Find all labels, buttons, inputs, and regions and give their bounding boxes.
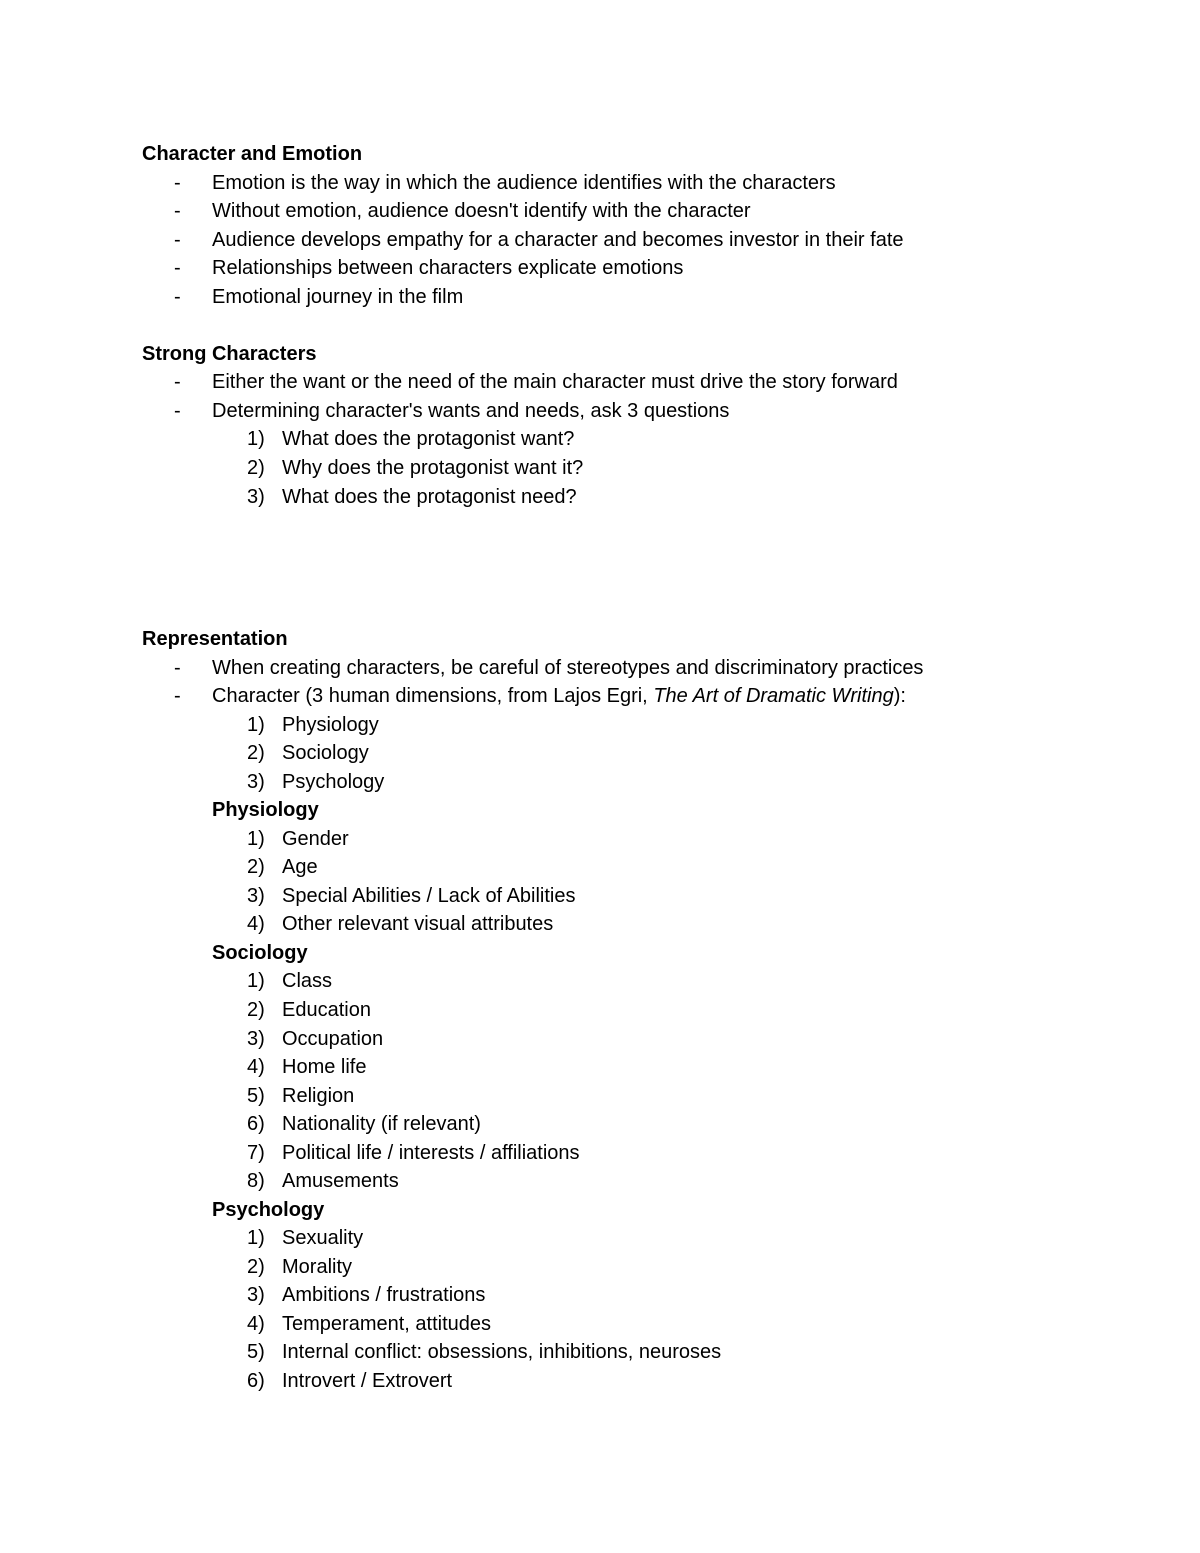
bullet-item: Relationships between characters explicate emotions [212, 257, 684, 279]
list-number: 3) [247, 1028, 265, 1050]
bullet-dash: - [174, 657, 181, 679]
list-item: Age [282, 856, 318, 878]
bullet-item: Emotional journey in the film [212, 286, 464, 308]
list-item: Sexuality [282, 1227, 364, 1249]
list-item: Sociology [282, 742, 369, 764]
list-item: Nationality (if relevant) [282, 1113, 481, 1135]
list-number: 3) [247, 771, 265, 793]
list-item: Religion [282, 1085, 355, 1107]
bullet-dash: - [174, 229, 181, 251]
bullet-dash: - [174, 172, 181, 194]
bullet-item: Audience develops empathy for a character and becomes investor in their fate [212, 229, 904, 251]
list-item: Morality [282, 1256, 353, 1278]
list-item: Internal conflict: obsessions, inhibitions, neuroses [282, 1341, 722, 1363]
bullet-dash: - [174, 200, 181, 222]
list-number: 8) [247, 1170, 265, 1192]
bullet-item: Either the want or the need of the main character must drive the story forward [212, 371, 898, 393]
heading-character-emotion: Character and Emotion [142, 143, 363, 165]
list-item: What does the protagonist want? [282, 428, 575, 450]
bullet-item: Without emotion, audience doesn't identify with the character [212, 200, 751, 222]
heading-representation: Representation [142, 628, 288, 650]
list-item: Temperament, attitudes [282, 1313, 491, 1335]
list-item: Education [282, 999, 371, 1021]
subheading-physiology: Physiology [212, 799, 319, 821]
list-number: 3) [247, 1284, 265, 1306]
list-item: Occupation [282, 1028, 384, 1050]
bullet-dash: - [174, 257, 181, 279]
list-item: Amusements [282, 1170, 399, 1192]
list-item: Special Abilities / Lack of Abilities [282, 885, 576, 907]
bullet-suffix: ): [893, 685, 906, 707]
list-item: Psychology [282, 771, 385, 793]
list-number: 2) [247, 999, 265, 1021]
list-number: 4) [247, 913, 265, 935]
list-number: 2) [247, 742, 265, 764]
bullet-dash: - [174, 286, 181, 308]
list-number: 6) [247, 1370, 265, 1392]
list-number: 2) [247, 457, 265, 479]
list-item: What does the protagonist need? [282, 486, 577, 508]
list-number: 7) [247, 1142, 265, 1164]
bullet-item: Determining character's wants and needs, ask 3 questions [212, 400, 730, 422]
list-number: 3) [247, 486, 265, 508]
list-number: 1) [247, 828, 265, 850]
list-item: Political life / interests / affiliations [282, 1142, 580, 1164]
bullet-item: Emotion is the way in which the audience identifies with the characters [212, 172, 836, 194]
list-number: 6) [247, 1113, 265, 1135]
bullet-prefix: Character (3 human dimensions, from Lajos Egri, [212, 685, 654, 707]
book-title: The Art of Dramatic Writing [653, 685, 894, 707]
list-number: 4) [247, 1056, 265, 1078]
list-item: Class [282, 970, 333, 992]
heading-strong-characters: Strong Characters [142, 343, 317, 365]
list-number: 1) [247, 428, 265, 450]
list-number: 1) [247, 970, 265, 992]
list-item: Other relevant visual attributes [282, 913, 554, 935]
bullet-dash: - [174, 685, 181, 707]
list-item: Gender [282, 828, 349, 850]
subheading-sociology: Sociology [212, 942, 308, 964]
list-number: 5) [247, 1085, 265, 1107]
subheading-psychology: Psychology [212, 1199, 325, 1221]
list-number: 1) [247, 714, 265, 736]
list-item: Home life [282, 1056, 367, 1078]
bullet-item: When creating characters, be careful of stereotypes and discriminatory practices [212, 657, 924, 679]
bullet-dash: - [174, 400, 181, 422]
bullet-item-character-dimensions [212, 684, 906, 708]
list-number: 4) [247, 1313, 265, 1335]
list-number: 2) [247, 856, 265, 878]
list-number: 2) [247, 1256, 265, 1278]
bullet-dash: - [174, 371, 181, 393]
list-number: 3) [247, 885, 265, 907]
list-item: Physiology [282, 714, 379, 736]
list-item: Introvert / Extrovert [282, 1370, 453, 1392]
list-item: Ambitions / frustrations [282, 1284, 486, 1306]
list-number: 5) [247, 1341, 265, 1363]
list-number: 1) [247, 1227, 265, 1249]
list-item: Why does the protagonist want it? [282, 457, 584, 479]
